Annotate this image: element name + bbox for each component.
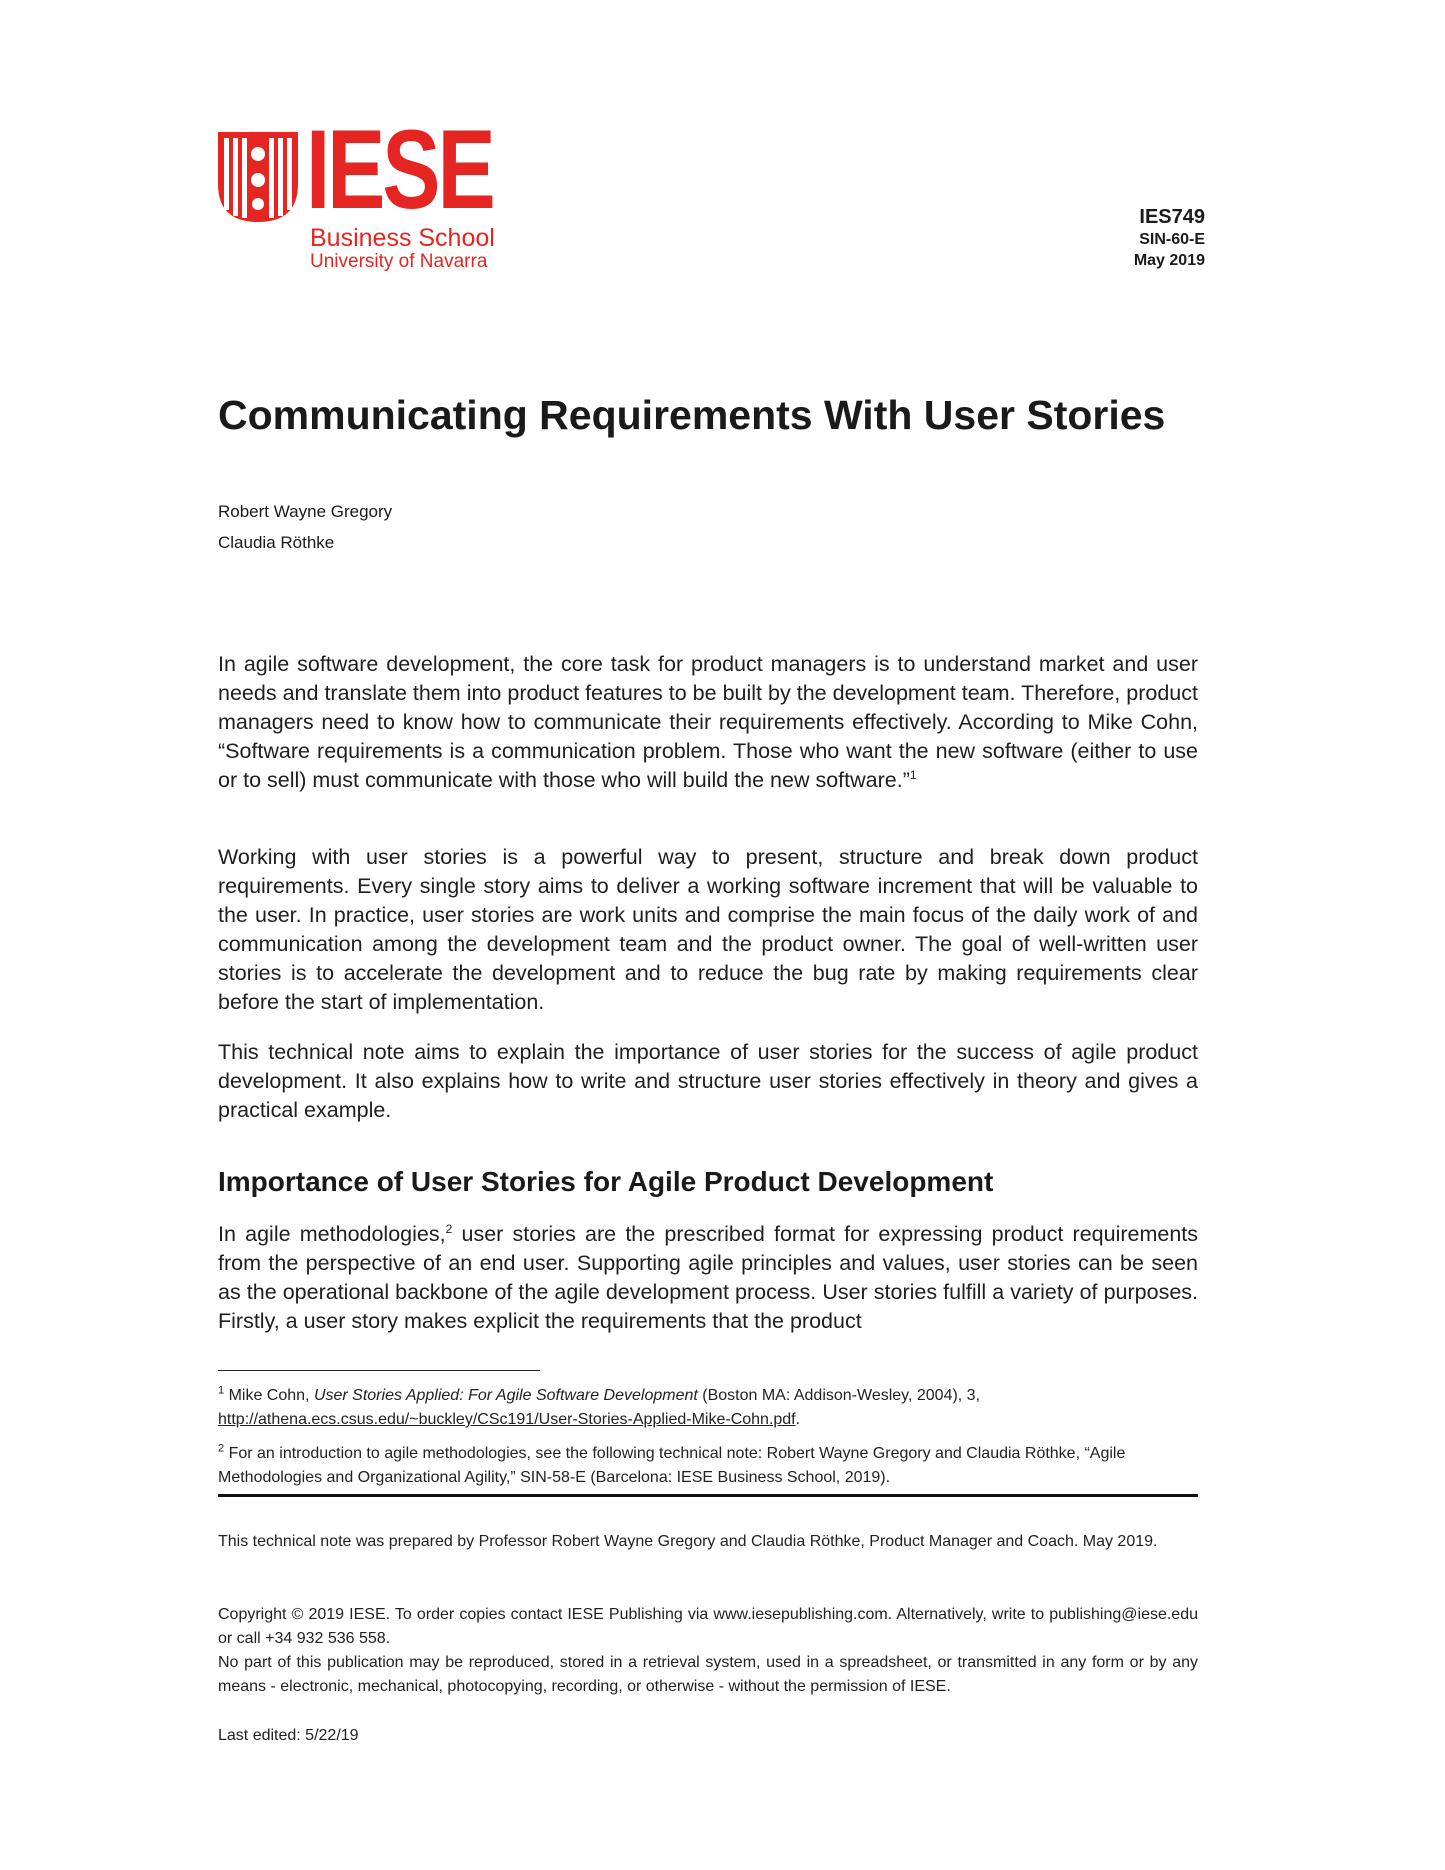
- footnote-text: Mike Cohn,: [224, 1387, 314, 1404]
- footnote-text: For an introduction to agile methodologies, see the following technical note: Robert Wayne Gregory and Claudia Röthke, “Agile Methodologies and Organizational Agility,” SIN-58-E (Barcelona: IESE Business School, 2019).: [218, 1445, 1126, 1486]
- copyright-note: Copyright © 2019 IESE. To order copies contact IESE Publishing via www.iesepublishing.com. Alternatively, write to publishing@iese.edu or call +34 932 536 558.: [218, 1606, 1198, 1647]
- iese-logo: [218, 107, 498, 276]
- document-code: IES749: [1139, 206, 1205, 228]
- footnote-2: [218, 1442, 1198, 1490]
- logo-line-university: University of Navarra: [310, 251, 488, 272]
- author-list: [218, 496, 392, 558]
- author-name: Robert Wayne Gregory: [218, 502, 393, 521]
- logo-wordmark: IESE: [306, 107, 493, 232]
- prepared-by-note: This technical note was prepared by Professor Robert Wayne Gregory and Claudia Röthke, Product Manager and Coach. May 2019.: [218, 1533, 1158, 1550]
- iese-crest-icon: [218, 132, 298, 222]
- footnote-url-link[interactable]: http://athena.ecs.csus.edu/~buckley/CSc191/User-Stories-Applied-Mike-Cohn.pdf: [218, 1411, 796, 1428]
- methodologies-paragraph: [218, 1220, 1198, 1336]
- last-edited-note: Last edited: 5/22/19: [218, 1727, 359, 1744]
- footnote-mark: 1: [218, 1384, 225, 1397]
- colophon-divider: [218, 1494, 1198, 1497]
- paragraph-text: In agile methodologies,: [218, 1222, 446, 1246]
- document-reference: [1134, 204, 1205, 272]
- logo-line-business-school: Business School: [310, 224, 495, 252]
- footnote-ref-2[interactable]: 2: [445, 1221, 453, 1236]
- footnote-1: $^1$ Mike Cohn, User Stories Applied: For Agile Software Development (Boston MA: Addison-Wesley, 2004), 3, http://athena.ecs.csus.edu/~buckley/CSc191/User-Stories-Applied-Mike-Cohn.pdf.: [218, 1384, 981, 1428]
- author-name: Claudia Röthke: [218, 533, 335, 552]
- section-heading: Importance of User Stories for Agile Product Development: [218, 1166, 994, 1197]
- document-number: SIN-60-E: [1139, 231, 1205, 248]
- paragraph-text: user stories are the prescribed format for expressing product requirements from the perspective of an end user. Supporting agile principles and values, user stories can be seen as the operational backbone of the agile development process. User stories fulfill a variety of purposes. Firstly, a user story makes explicit the requirements that the product: [218, 1222, 1199, 1333]
- purpose-paragraph: This technical note aims to explain the importance of user stories for the success of agile product development. It also explains how to write and structure user stories effectively in theory and gives a practical example.: [218, 1040, 1198, 1122]
- paragraph-text: In agile software development, the core task for product managers is to understand market and user needs and translate them into product features to be built by the development team. Therefore, product managers need to know how to communicate their requirements effectively. According to Mike Cohn, “Software requirements is a communication problem. Those who want the new software (either to use or to sell) must communicate with those who will build the new software.”: [218, 652, 1198, 792]
- footnote-ref-1[interactable]: 1: [909, 767, 917, 782]
- user-stories-paragraph: Working with user stories is a powerful way to present, structure and break down product requirements. Every single story aims to deliver a working software increment that will be valuable to the user. In practice, user stories are work units and comprise the main focus of the daily work of and communication among the development team and the product owner. The goal of well-written user stories is to accelerate the development and to reduce the bug rate by making requirements clear before the start of implementation.: [218, 845, 1198, 1014]
- page-title: Communicating Requirements With User Stories: [218, 392, 1166, 438]
- document-date: May 2019: [1133, 251, 1205, 269]
- footnote-divider: [218, 1370, 540, 1371]
- intro-paragraph: [218, 650, 1198, 795]
- rights-note: No part of this publication may be reproduced, stored in a retrieval system, used in a spreadsheet, or transmitted in any form or by any means - electronic, mechanical, photocopying, recording, or otherwise - without the permission of IESE.: [218, 1654, 1198, 1695]
- footnote-mark: 2: [218, 1442, 225, 1455]
- footnote-text: (Boston MA: Addison-Wesley, 2004), 3,: [697, 1387, 981, 1404]
- footnote-book-title: User Stories Applied: For Agile Software Development: [313, 1387, 698, 1404]
